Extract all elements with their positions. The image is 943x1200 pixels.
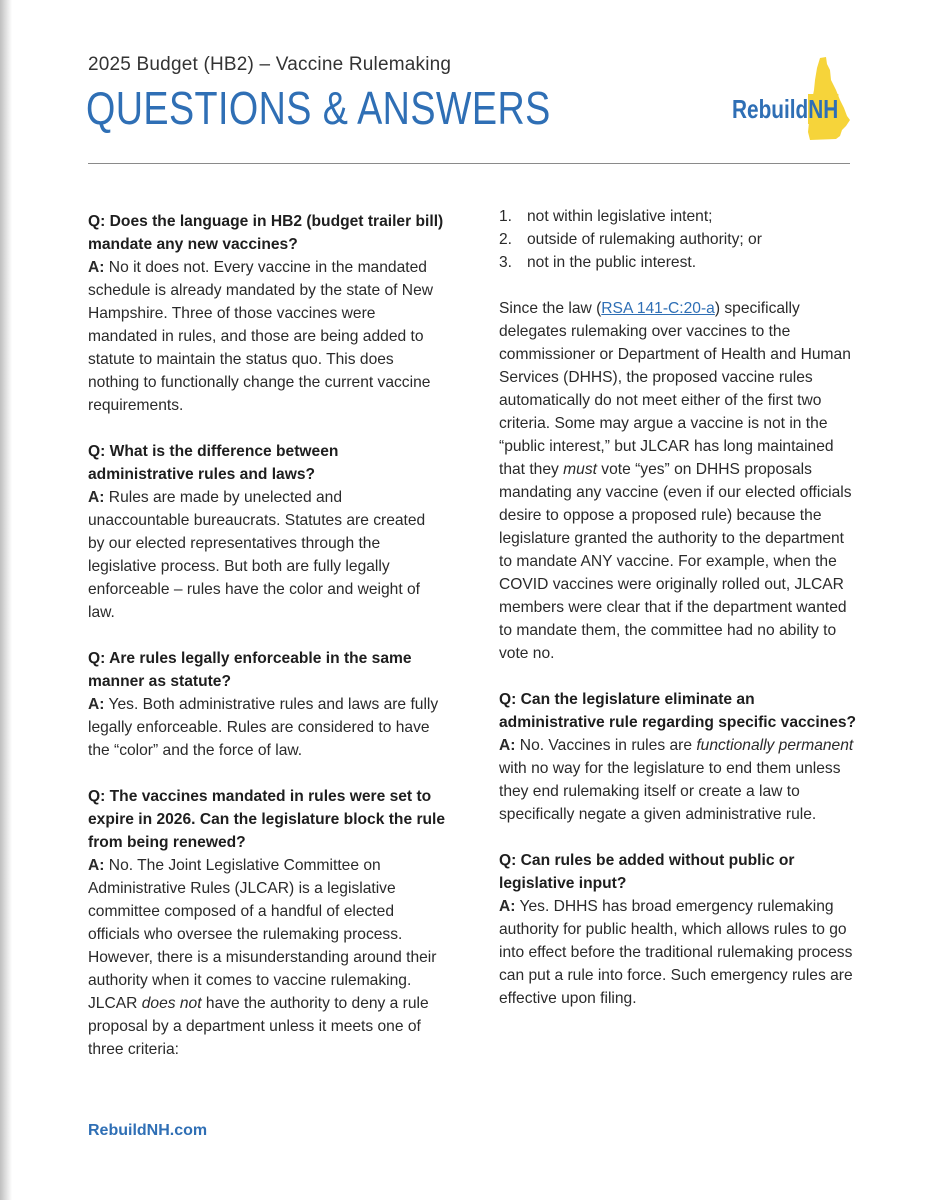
rebuildnh-logo xyxy=(732,56,857,142)
answer-emphasis: functionally permanent xyxy=(696,737,854,754)
qa-item xyxy=(499,688,859,826)
list-text: not within legislative intent; xyxy=(527,208,713,225)
paragraph-text: vote “yes” on DHHS proposals mandating any vaccine (even if our elected officials desire to oppose a proposed rule) because the legislature granted the authority to the department to mandate ANY vaccine. For example, when the COVID vaccines were originally rolled out, JLCAR members were clear that if the department wanted to mandate them, the committee had no ability to vote no. xyxy=(499,461,852,662)
qa-item xyxy=(88,647,446,762)
question: Q: Are rules legally enforceable in the same manner as statute? xyxy=(88,650,412,690)
question: Q: The vaccines mandated in rules were set to expire in 2026. Can the legislature block the rule from being renewed? xyxy=(88,788,446,851)
question: Q: Does the language in HB2 (budget trailer bill) mandate any new vaccines? xyxy=(88,213,444,253)
answer-text: No. Vaccines in rules are xyxy=(515,737,697,754)
left-column xyxy=(88,210,446,1084)
answer xyxy=(88,256,446,417)
answer-text: have the authority to deny a rule proposal by a department unless it meets one of three criteria: xyxy=(88,995,429,1058)
paragraph-text: ) specifically delegates rulemaking over vaccines to the commissioner or Department of Health and Human Services (DHHS), the proposed vaccine rules automatically do not meet either of the first two criteria. Some may argue a vaccine is not in the “public interest,” but JLCAR has long maintained that they xyxy=(499,300,851,478)
answer-text: Yes. Both administrative rules and laws are fully legally enforceable. Rules are considered to have the “color” and the force of law. xyxy=(88,696,439,759)
answer-text: Yes. DHHS has broad emergency rulemaking authority for public health, which allows rules to go into effect before the traditional rulemaking process can put a rule into force. Such emergency rules are effective upon filing. xyxy=(499,898,853,1007)
list-text: outside of rulemaking authority; or xyxy=(527,231,762,248)
rsa-link[interactable]: RSA 141-C:20-a xyxy=(601,300,715,317)
list-item xyxy=(499,205,859,228)
question: Q: Can the legislature eliminate an administrative rule regarding specific vaccines? xyxy=(499,691,857,731)
logo-text-accent: NH xyxy=(808,94,839,124)
answer xyxy=(499,895,859,1010)
answer-text: Rules are made by unelected and unaccountable bureaucrats. Statutes are created by our elected representatives through the legislative process. But both are fully legally enforceable – rules have the color and weight of law. xyxy=(88,489,426,621)
answer-emphasis: does not xyxy=(141,995,202,1012)
answer-label: A: xyxy=(499,898,516,915)
paragraph-text: Since the law ( xyxy=(499,300,602,317)
question: Q: What is the difference between administrative rules and laws? xyxy=(88,443,339,483)
answer xyxy=(88,486,446,624)
page-edge-shadow xyxy=(0,0,12,1200)
footer-website: RebuildNH.com xyxy=(88,1122,208,1139)
rsa-paragraph xyxy=(499,297,859,665)
list-number: 1. xyxy=(499,208,513,225)
list-item xyxy=(499,251,859,274)
right-column xyxy=(499,210,859,1033)
logo-text-main: Rebuild xyxy=(732,94,809,124)
logo-wordmark xyxy=(732,94,838,125)
answer-label: A: xyxy=(88,857,105,874)
list-number: 3. xyxy=(499,254,513,271)
answer-label: A: xyxy=(88,259,105,276)
answer xyxy=(499,734,859,826)
answer-label: A: xyxy=(88,489,105,506)
answer-label: A: xyxy=(499,737,516,754)
page-title: QUESTIONS & ANSWERS xyxy=(86,82,551,134)
qa-item xyxy=(88,785,446,1061)
qa-item xyxy=(499,849,859,1010)
answer-label: A: xyxy=(88,696,105,713)
document-subtitle: 2025 Budget (HB2) – Vaccine Rulemaking xyxy=(88,54,452,75)
answer-text: No. The Joint Legislative Committee on Administrative Rules (JLCAR) is a legislative committee composed of a handful of elected officials who oversee the rulemaking process. However, there is a misunderstanding around their authority when it comes to vaccine rulemaking. JLCAR xyxy=(88,857,437,1012)
answer-text: with no way for the legislature to end them unless they end rulemaking itself or create a law to specifically negate a given administrative rule. xyxy=(499,760,841,823)
list-text: not in the public interest. xyxy=(527,254,697,271)
question: Q: Can rules be added without public or legislative input? xyxy=(499,852,795,892)
answer xyxy=(88,854,446,1061)
qa-item xyxy=(88,210,446,417)
paragraph-emphasis: must xyxy=(563,461,597,478)
list-number: 2. xyxy=(499,231,513,248)
list-item xyxy=(499,228,859,251)
answer xyxy=(88,693,446,762)
answer-text: No it does not. Every vaccine in the mandated schedule is already mandated by the state of New Hampshire. Three of those vaccines were mandated in rules, and those are being added to statute to maintain the status quo. This does nothing to functionally change the current vaccine requirements. xyxy=(88,259,433,414)
header-divider xyxy=(88,163,850,164)
criteria-list xyxy=(499,205,859,274)
qa-item xyxy=(88,440,446,624)
